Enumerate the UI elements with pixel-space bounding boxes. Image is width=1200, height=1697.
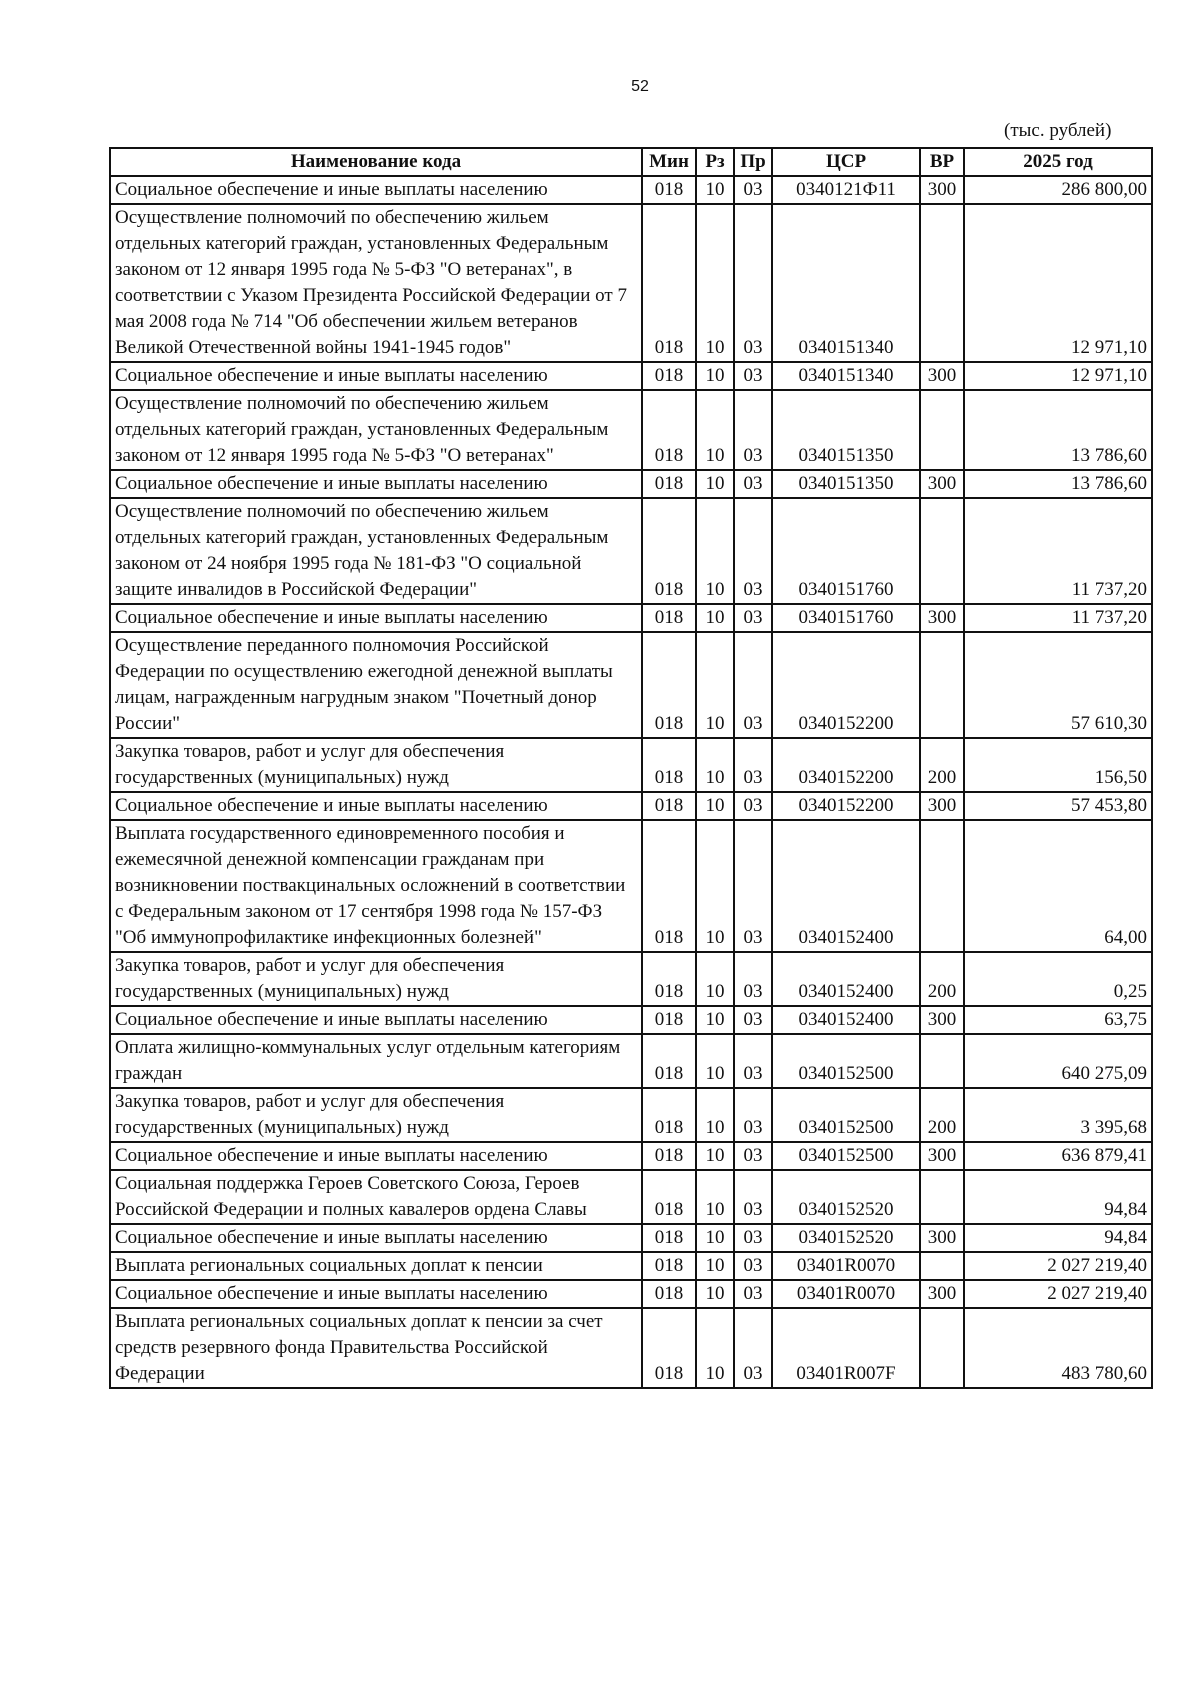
cell-value: 94,84: [964, 1224, 1152, 1252]
cell-rz: 10: [696, 1006, 734, 1034]
table-row: [110, 738, 1152, 792]
cell-min: 018: [642, 1034, 696, 1088]
table-row: [110, 604, 1152, 632]
cell-name: Осуществление полномочий по обеспечению жильем отдельных категорий граждан, установленных Федеральным законом от 12 января 1995 года № 5-ФЗ "О ветеранах", в соответствии с Указом Президента Российской Федерации от 7 мая 2008 года № 714 "Об обеспечении жильем ветеранов Великой Отечественной войны 1941-1945 годов": [110, 204, 642, 362]
cell-min: 018: [642, 632, 696, 738]
cell-value: 2 027 219,40: [964, 1280, 1152, 1308]
cell-min: 018: [642, 362, 696, 390]
table-row: [110, 470, 1152, 498]
cell-vr: 300: [920, 362, 964, 390]
cell-name: Выплата региональных социальных доплат к пенсии: [110, 1252, 642, 1280]
cell-min: 018: [642, 204, 696, 362]
cell-rz: 10: [696, 1034, 734, 1088]
cell-name: Социальное обеспечение и иные выплаты населению: [110, 604, 642, 632]
cell-pr: 03: [734, 204, 772, 362]
cell-csr: 0340151340: [772, 362, 920, 390]
header-csr: ЦСР: [772, 148, 920, 176]
cell-name: Социальное обеспечение и иные выплаты населению: [110, 470, 642, 498]
cell-name: Осуществление переданного полномочия Российской Федерации по осуществлению ежегодной денежной выплаты лицам, награжденным нагрудным знаком "Почетный донор России": [110, 632, 642, 738]
header-name: Наименование кода: [110, 148, 642, 176]
cell-pr: 03: [734, 498, 772, 604]
cell-value: 640 275,09: [964, 1034, 1152, 1088]
cell-min: 018: [642, 390, 696, 470]
cell-vr: 200: [920, 952, 964, 1006]
header-min: Мин: [642, 148, 696, 176]
header-rz: Рз: [696, 148, 734, 176]
cell-name: Закупка товаров, работ и услуг для обеспечения государственных (муниципальных) нужд: [110, 738, 642, 792]
cell-value: 13 786,60: [964, 470, 1152, 498]
cell-rz: 10: [696, 1308, 734, 1388]
cell-rz: 10: [696, 738, 734, 792]
cell-min: 018: [642, 176, 696, 204]
cell-min: 018: [642, 738, 696, 792]
cell-name: Социальное обеспечение и иные выплаты населению: [110, 1006, 642, 1034]
cell-pr: 03: [734, 1224, 772, 1252]
cell-pr: 03: [734, 1088, 772, 1142]
cell-vr: 300: [920, 176, 964, 204]
cell-vr: 300: [920, 1142, 964, 1170]
table-row: [110, 1034, 1152, 1088]
cell-csr: 0340152400: [772, 952, 920, 1006]
cell-rz: 10: [696, 204, 734, 362]
cell-pr: 03: [734, 604, 772, 632]
cell-csr: 0340152400: [772, 1006, 920, 1034]
cell-vr: [920, 1170, 964, 1224]
cell-name: Социальное обеспечение и иные выплаты населению: [110, 1224, 642, 1252]
table-row: [110, 1280, 1152, 1308]
header-vr: ВР: [920, 148, 964, 176]
table-row: [110, 792, 1152, 820]
cell-csr: 0340152520: [772, 1170, 920, 1224]
cell-vr: 300: [920, 1224, 964, 1252]
cell-value: 63,75: [964, 1006, 1152, 1034]
cell-rz: 10: [696, 632, 734, 738]
cell-rz: 10: [696, 604, 734, 632]
cell-pr: 03: [734, 632, 772, 738]
cell-min: 018: [642, 1252, 696, 1280]
cell-rz: 10: [696, 1142, 734, 1170]
cell-value: 2 027 219,40: [964, 1252, 1152, 1280]
cell-value: 13 786,60: [964, 390, 1152, 470]
cell-rz: 10: [696, 820, 734, 952]
table-row: [110, 1006, 1152, 1034]
cell-vr: [920, 632, 964, 738]
cell-value: 0,25: [964, 952, 1152, 1006]
cell-pr: 03: [734, 1142, 772, 1170]
cell-rz: 10: [696, 952, 734, 1006]
cell-value: 11 737,20: [964, 498, 1152, 604]
cell-name: Закупка товаров, работ и услуг для обеспечения государственных (муниципальных) нужд: [110, 952, 642, 1006]
cell-pr: 03: [734, 1308, 772, 1388]
cell-vr: [920, 1308, 964, 1388]
table-row: [110, 498, 1152, 604]
cell-pr: 03: [734, 1006, 772, 1034]
table-row: [110, 362, 1152, 390]
cell-min: 018: [642, 498, 696, 604]
cell-csr: 0340151350: [772, 390, 920, 470]
table-row: [110, 1308, 1152, 1388]
cell-value: 94,84: [964, 1170, 1152, 1224]
cell-pr: 03: [734, 362, 772, 390]
cell-vr: [920, 1252, 964, 1280]
cell-name: Осуществление полномочий по обеспечению жильем отдельных категорий граждан, установленных Федеральным законом от 24 ноября 1995 года № 181-ФЗ "О социальной защите инвалидов в Российской Федерации": [110, 498, 642, 604]
cell-vr: 300: [920, 604, 964, 632]
cell-name: Осуществление полномочий по обеспечению жильем отдельных категорий граждан, установленных Федеральным законом от 12 января 1995 года № 5-ФЗ "О ветеранах": [110, 390, 642, 470]
cell-csr: 0340152200: [772, 792, 920, 820]
cell-vr: 200: [920, 738, 964, 792]
table-row: [110, 952, 1152, 1006]
cell-csr: 03401R0070: [772, 1252, 920, 1280]
cell-csr: 0340152400: [772, 820, 920, 952]
cell-name: Социальная поддержка Героев Советского Союза, Героев Российской Федерации и полных кавалеров ордена Славы: [110, 1170, 642, 1224]
cell-value: 57 610,30: [964, 632, 1152, 738]
table-row: [110, 176, 1152, 204]
cell-csr: 0340152520: [772, 1224, 920, 1252]
cell-csr: 0340152500: [772, 1034, 920, 1088]
table-row: [110, 1170, 1152, 1224]
page-number: 52: [631, 78, 649, 95]
cell-csr: 03401R0070: [772, 1280, 920, 1308]
cell-value: 11 737,20: [964, 604, 1152, 632]
cell-pr: 03: [734, 1170, 772, 1224]
cell-rz: 10: [696, 792, 734, 820]
cell-name: Социальное обеспечение и иные выплаты населению: [110, 1280, 642, 1308]
cell-csr: 0340151760: [772, 498, 920, 604]
cell-min: 018: [642, 470, 696, 498]
header-year: 2025 год: [964, 148, 1152, 176]
cell-name: Социальное обеспечение и иные выплаты населению: [110, 176, 642, 204]
cell-vr: 300: [920, 1280, 964, 1308]
cell-min: 018: [642, 1142, 696, 1170]
cell-name: Оплата жилищно-коммунальных услуг отдельным категориям граждан: [110, 1034, 642, 1088]
cell-rz: 10: [696, 362, 734, 390]
cell-rz: 10: [696, 498, 734, 604]
cell-pr: 03: [734, 1252, 772, 1280]
cell-pr: 03: [734, 792, 772, 820]
cell-csr: 0340152500: [772, 1088, 920, 1142]
cell-csr: 03401R007F: [772, 1308, 920, 1388]
cell-vr: [920, 820, 964, 952]
cell-csr: 0340121Ф11: [772, 176, 920, 204]
units-note: (тыс. рублей): [1004, 120, 1112, 141]
cell-min: 018: [642, 1308, 696, 1388]
table-row: [110, 632, 1152, 738]
cell-pr: 03: [734, 176, 772, 204]
cell-name: Социальное обеспечение и иные выплаты населению: [110, 792, 642, 820]
cell-value: 483 780,60: [964, 1308, 1152, 1388]
table-row: [110, 204, 1152, 362]
table-row: [110, 1142, 1152, 1170]
cell-vr: 300: [920, 792, 964, 820]
cell-vr: 300: [920, 470, 964, 498]
cell-name: Выплата региональных социальных доплат к пенсии за счет средств резервного фонда Правительства Российской Федерации: [110, 1308, 642, 1388]
cell-min: 018: [642, 1280, 696, 1308]
cell-value: 286 800,00: [964, 176, 1152, 204]
cell-pr: 03: [734, 738, 772, 792]
cell-rz: 10: [696, 1224, 734, 1252]
cell-csr: 0340152200: [772, 632, 920, 738]
cell-rz: 10: [696, 1252, 734, 1280]
table-row: [110, 1252, 1152, 1280]
cell-pr: 03: [734, 1034, 772, 1088]
cell-pr: 03: [734, 470, 772, 498]
cell-csr: 0340152500: [772, 1142, 920, 1170]
cell-vr: 300: [920, 1006, 964, 1034]
cell-rz: 10: [696, 1088, 734, 1142]
header-pr: Пр: [734, 148, 772, 176]
table-row: [110, 820, 1152, 952]
cell-value: 64,00: [964, 820, 1152, 952]
cell-rz: 10: [696, 176, 734, 204]
cell-name: Социальное обеспечение и иные выплаты населению: [110, 1142, 642, 1170]
cell-min: 018: [642, 1088, 696, 1142]
budget-table: [109, 147, 1153, 1389]
cell-min: 018: [642, 792, 696, 820]
cell-value: 12 971,10: [964, 204, 1152, 362]
cell-min: 018: [642, 604, 696, 632]
cell-rz: 10: [696, 1280, 734, 1308]
table-row: [110, 1224, 1152, 1252]
cell-rz: 10: [696, 1170, 734, 1224]
cell-pr: 03: [734, 390, 772, 470]
cell-csr: 0340152200: [772, 738, 920, 792]
cell-value: 57 453,80: [964, 792, 1152, 820]
cell-csr: 0340151350: [772, 470, 920, 498]
cell-csr: 0340151760: [772, 604, 920, 632]
cell-name: Социальное обеспечение и иные выплаты населению: [110, 362, 642, 390]
cell-vr: [920, 204, 964, 362]
cell-rz: 10: [696, 390, 734, 470]
cell-pr: 03: [734, 1280, 772, 1308]
cell-value: 3 395,68: [964, 1088, 1152, 1142]
cell-value: 636 879,41: [964, 1142, 1152, 1170]
cell-rz: 10: [696, 470, 734, 498]
cell-pr: 03: [734, 952, 772, 1006]
cell-vr: [920, 498, 964, 604]
cell-min: 018: [642, 820, 696, 952]
cell-pr: 03: [734, 820, 772, 952]
cell-vr: [920, 390, 964, 470]
cell-min: 018: [642, 952, 696, 1006]
cell-value: 156,50: [964, 738, 1152, 792]
cell-csr: 0340151340: [772, 204, 920, 362]
cell-vr: [920, 1034, 964, 1088]
cell-vr: 200: [920, 1088, 964, 1142]
cell-min: 018: [642, 1006, 696, 1034]
cell-name: Выплата государственного единовременного пособия и ежемесячной денежной компенсации гражданам при возникновении поствакцинальных осложнений в соответствии с Федеральным законом от 17 сентября 1998 года № 157-ФЗ "Об иммунопрофилактике инфекционных болезней": [110, 820, 642, 952]
cell-name: Закупка товаров, работ и услуг для обеспечения государственных (муниципальных) нужд: [110, 1088, 642, 1142]
table-row: [110, 390, 1152, 470]
cell-min: 018: [642, 1224, 696, 1252]
table-row: [110, 1088, 1152, 1142]
table-header-row: [110, 148, 1152, 176]
cell-value: 12 971,10: [964, 362, 1152, 390]
cell-min: 018: [642, 1170, 696, 1224]
